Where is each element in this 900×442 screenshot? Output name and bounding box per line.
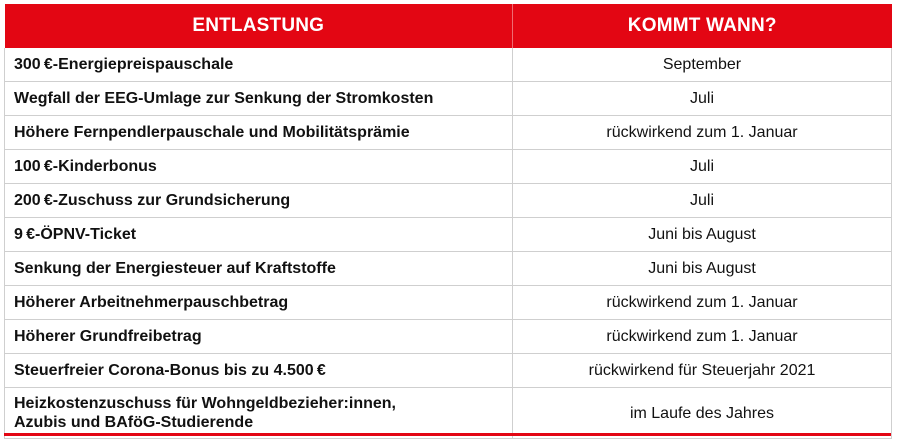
- table-row: [5, 354, 892, 388]
- table-row: [5, 184, 892, 218]
- relief-cell-line: Heizkostenzuschuss für Wohngeldbezieher:innen,: [14, 395, 396, 412]
- table-body: [5, 48, 892, 439]
- relief-cell: 100 €-Kinderbonus: [5, 150, 513, 184]
- timing-cell: September: [513, 48, 892, 82]
- table-row: [5, 116, 892, 150]
- bottom-red-rule: [4, 433, 891, 436]
- timing-cell: Juli: [513, 184, 892, 218]
- table-row: [5, 82, 892, 116]
- relief-cell: Höhere Fernpendlerpauschale und Mobilitätsprämie: [5, 116, 513, 150]
- table-row: [5, 388, 892, 439]
- timing-cell: Juli: [513, 82, 892, 116]
- timing-cell: Juni bis August: [513, 252, 892, 286]
- column-header-relief: ENTLASTUNG: [5, 4, 513, 48]
- relief-cell: Höherer Grundfreibetrag: [5, 320, 513, 354]
- table-header: [5, 4, 892, 48]
- relief-cell: [5, 388, 513, 439]
- table-row: [5, 218, 892, 252]
- timing-cell: Juni bis August: [513, 218, 892, 252]
- relief-table: [4, 4, 892, 439]
- relief-cell: 9 €-ÖPNV-Ticket: [5, 218, 513, 252]
- column-header-when: KOMMT WANN?: [513, 4, 892, 48]
- timing-cell: rückwirkend zum 1. Januar: [513, 286, 892, 320]
- table-row: [5, 286, 892, 320]
- header-row: [5, 4, 892, 48]
- table-row: [5, 320, 892, 354]
- timing-cell: im Laufe des Jahres: [513, 388, 892, 439]
- table-row: [5, 48, 892, 82]
- relief-cell: Senkung der Energiesteuer auf Kraftstoffe: [5, 252, 513, 286]
- relief-cell: Wegfall der EEG-Umlage zur Senkung der Stromkosten: [5, 82, 513, 116]
- table-row: [5, 252, 892, 286]
- relief-cell-line: Azubis und BAföG-Studierende: [14, 414, 254, 431]
- relief-cell: Steuerfreier Corona-Bonus bis zu 4.500 €: [5, 354, 513, 388]
- relief-cell: 200 €-Zuschuss zur Grundsicherung: [5, 184, 513, 218]
- timing-cell: rückwirkend für Steuerjahr 2021: [513, 354, 892, 388]
- timing-cell: rückwirkend zum 1. Januar: [513, 320, 892, 354]
- relief-cell: Höherer Arbeitnehmerpauschbetrag: [5, 286, 513, 320]
- timing-cell: Juli: [513, 150, 892, 184]
- relief-cell: 300 €-Energiepreispauschale: [5, 48, 513, 82]
- timing-cell: rückwirkend zum 1. Januar: [513, 116, 892, 150]
- table-row: [5, 150, 892, 184]
